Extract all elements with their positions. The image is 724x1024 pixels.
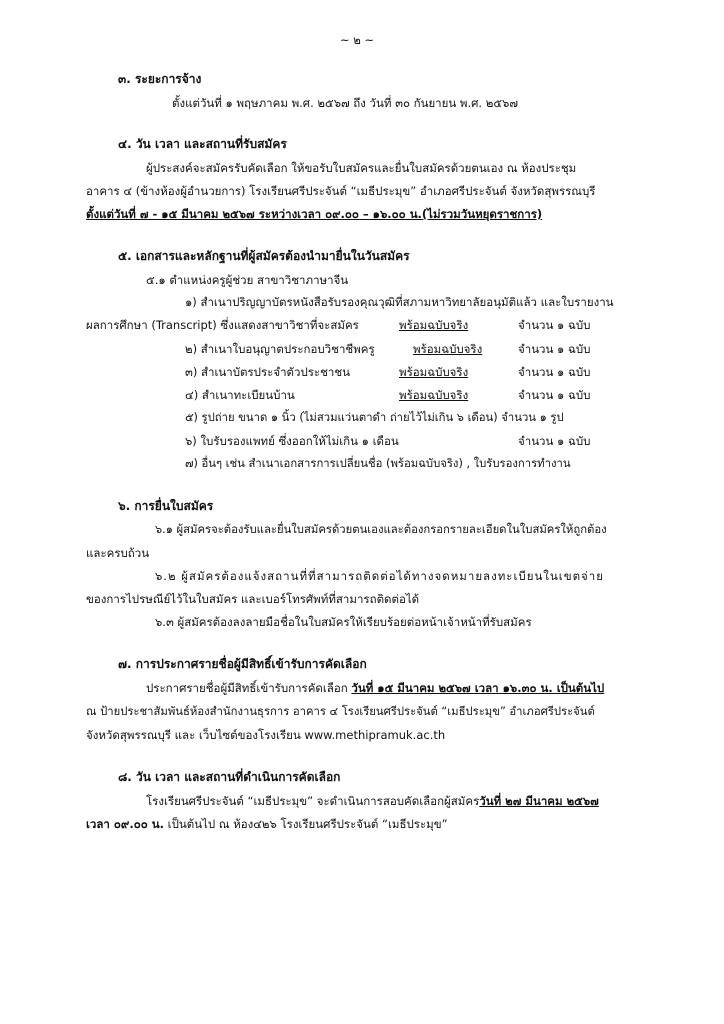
item-7: ๗) อื่นๆ เช่น สำเนาเอกสารการเปลี่ยนชื่อ (พร้อมฉบับจริง) , ใบรับรองการทำงาน (185, 457, 571, 470)
page-number: ~ ๒ ~ (340, 33, 375, 47)
section-4-line-2: อาคาร ๔ (ข้างห้องผู้อำนวยการ) โรงเรียนศรีประจันต์ “เมธีประมุข” อำเภอศรีประจันต์ จังหวัดสุพรรณบุรี (86, 184, 596, 198)
section-3-heading: ๓. ระยะการจ้าง (118, 72, 202, 86)
item-1-line-b: ผลการศึกษา (Transcript) ซึ่งแสดงสาขาวิชาที่จะสมัคร (86, 318, 359, 332)
section-4-line-3: ตั้งแต่วันที่ ๗ - ๑๕ มีนาคม ๒๕๖๗ ระหว่างเวลา ๐๙.๐๐ – ๑๖.๐๐ น.(ไม่รวมวันหยุดราชการ) (86, 207, 543, 221)
section-4-line-1: ผู้ประสงค์จะสมัครรับคัดเลือก ให้ขอรับใบสมัครและยื่นใบสมัครด้วยตนเอง ณ ห้องประชุม (146, 161, 577, 175)
section-7-line-1-date: วันที่ ๑๕ มีนาคม ๒๕๖๗ เวลา ๑๖.๓๐ น. เป็นต้นไป (351, 681, 605, 695)
section-6-2-line-b: ของการไปรษณีย์ไว้ในใบสมัคร และเบอร์โทรศัพท์ที่สามารถติดต่อได้ (86, 592, 420, 606)
item-6-quantity: จำนวน ๑ ฉบับ (518, 434, 591, 448)
section-3-body: ตั้งแต่วันที่ ๑ พฤษภาคม พ.ศ. ๒๕๖๗ ถึง วันที่ ๓๐ กันยายน พ.ศ. ๒๕๖๗ (172, 96, 518, 110)
section-4-heading: ๔. วัน เวลา และสถานที่รับสมัคร (118, 137, 287, 151)
item-1-quantity: จำนวน ๑ ฉบับ (518, 318, 591, 332)
item-4-original: พร้อมฉบับจริง (399, 388, 469, 402)
item-2-row (185, 341, 645, 357)
section-8-line-1 (146, 793, 599, 809)
section-6-1-line-b: และครบถ้วน (86, 546, 150, 560)
section-8-line-2 (86, 816, 448, 832)
section-6-3: ๖.๓ ผู้สมัครต้องลงลายมือชื่อในใบสมัครให้เรียบร้อยต่อหน้าเจ้าหน้าที่รับสมัคร (155, 615, 532, 629)
item-3-original: พร้อมฉบับจริง (399, 365, 469, 379)
section-7-heading: ๗. การประกาศรายชื่อผู้มีสิทธิ์เข้ารับการคัดเลือก (118, 657, 367, 671)
item-4-row (185, 387, 645, 403)
item-4-label: ๔) สำเนาทะเบียนบ้าน (185, 388, 295, 402)
item-3-row (185, 364, 645, 380)
item-4-quantity: จำนวน ๑ ฉบับ (518, 388, 591, 402)
section-7-line-1-text: ประกาศรายชื่อผู้มีสิทธิ์เข้ารับการคัดเลือก (146, 681, 352, 695)
item-3-label: ๓) สำเนาบัตรประจำตัวประชาชน (185, 365, 351, 379)
section-6-2-line-a: ๖.๒ ผู้สมัครต้องแจ้งสถานที่ที่สามารถติดต่อได้ทางจดหมายลงทะเบียนในเขตจ่าย (155, 569, 604, 583)
item-6-label: ๖) ใบรับรองแพทย์ ซึ่งออกให้ไม่เกิน ๑ เดือน (185, 434, 399, 448)
item-2-original: พร้อมฉบับจริง (413, 342, 483, 356)
section-6-1-line-a: ๖.๑ ผู้สมัครจะต้องรับและยื่นใบสมัครด้วยตนเองและต้องกรอกรายละเอียดในใบสมัครให้ถูกต้อง (155, 523, 607, 536)
section-7-line-2: ณ ป้ายประชาสัมพันธ์ห้องสำนักงานธุรการ อาคาร ๔ โรงเรียนศรีประจันต์ “เมธีประมุข” อำเภอศรีประจันต์ (86, 705, 595, 718)
section-5-heading: ๕. เอกสารและหลักฐานที่ผู้สมัครต้องนำมายื่นในวันสมัคร (118, 249, 410, 263)
item-1-original: พร้อมฉบับจริง (399, 318, 469, 332)
section-6-heading: ๖. การยื่นใบสมัคร (118, 499, 214, 513)
section-7-line-3: จังหวัดสุพรรณบุรี และ เว็บไซต์ของโรงเรียน www.methipramuk.ac.th (86, 728, 446, 742)
section-5-sub: ๕.๑ ตำแหน่งครูผู้ช่วย สาขาวิชาภาษาจีน (146, 273, 349, 287)
section-8-line-2-text: เป็นต้นไป ณ ห้อง๔๒๖ โรงเรียนศรีประจันต์ “เมธีประมุข” (163, 817, 448, 831)
item-1-line-a: ๑) สำเนาปริญญาบัตรหนังสือรับรองคุณวุฒิที่สภามหาวิทยาลัยอนุมัติแล้ว และใบรายงาน (185, 295, 614, 309)
section-8-heading: ๘. วัน เวลา และสถานที่ดำเนินการคัดเลือก (118, 770, 341, 784)
item-5: ๕) รูปถ่าย ขนาด ๑ นิ้ว (ไม่สวมแว่นตาดำ ถ่ายไว้ไม่เกิน ๖ เดือน) จำนวน ๑ รูป (185, 411, 564, 424)
section-7-line-1 (146, 680, 604, 696)
item-3-quantity: จำนวน ๑ ฉบับ (518, 365, 591, 379)
item-1-row (86, 317, 646, 333)
section-8-line-1-date: วันที่ ๒๗ มีนาคม ๒๕๖๗ (479, 794, 599, 808)
item-2-quantity: จำนวน ๑ ฉบับ (518, 342, 591, 356)
section-8-line-2-time: เวลา ๐๙.๐๐ น. (86, 817, 164, 831)
item-6-row (185, 433, 645, 449)
section-8-line-1-text: โรงเรียนศรีประจันต์ “เมธีประมุข” จะดำเนินการสอบคัดเลือกผู้สมัคร (146, 794, 480, 808)
item-2-label: ๒) สำเนาใบอนุญาตประกอบวิชาชีพครู (185, 342, 375, 356)
